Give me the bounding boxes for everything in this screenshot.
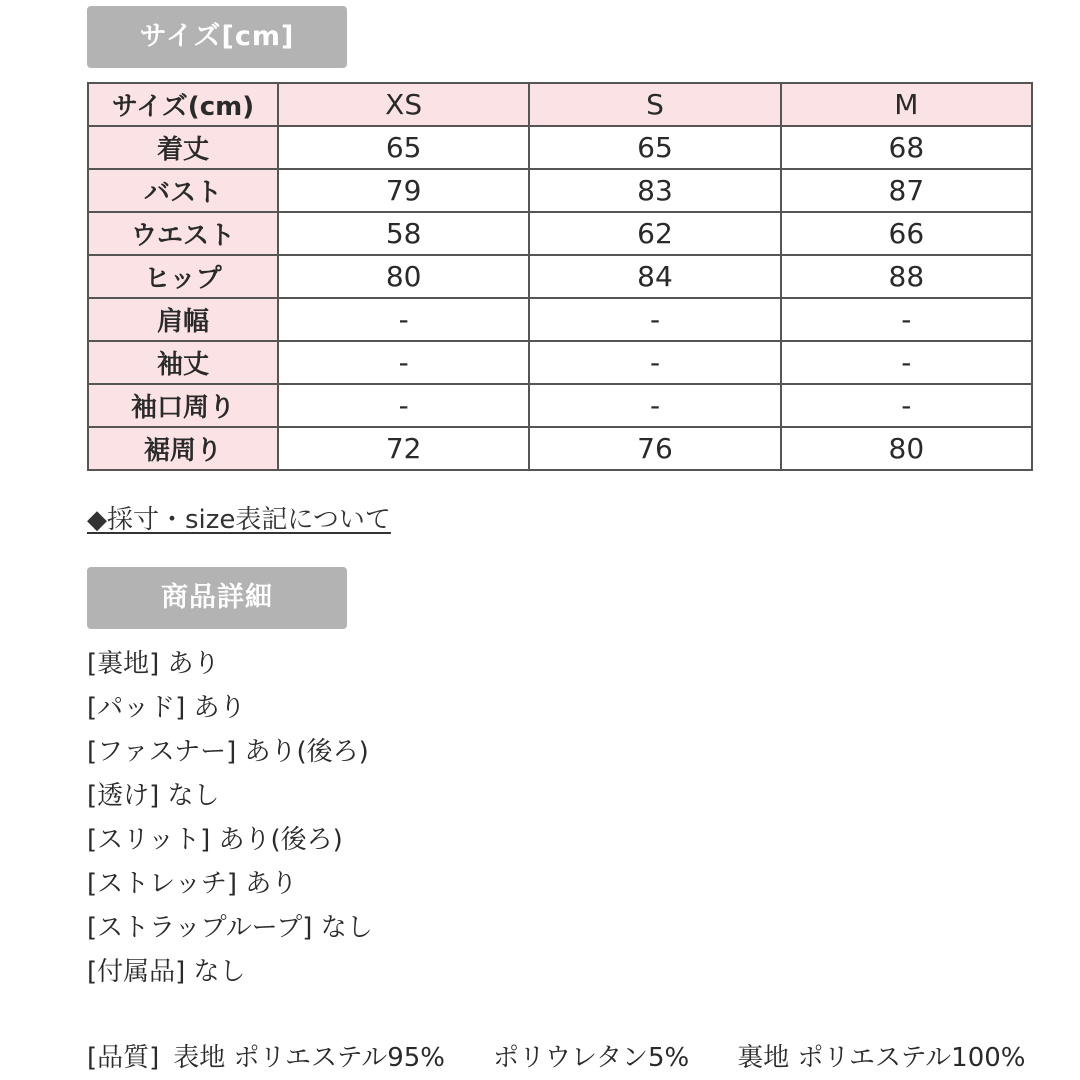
size-table-corner-label: サイズ(cm): [88, 83, 278, 126]
table-cell: 83: [529, 169, 780, 212]
size-column-header: S: [529, 83, 780, 126]
table-row: [88, 212, 1032, 255]
table-cell: 65: [278, 126, 529, 169]
material-quality-line: [87, 1036, 1040, 1080]
list-item: [付属品] なし: [87, 957, 246, 987]
row-label: ヒップ: [88, 255, 278, 298]
table-cell: -: [529, 341, 780, 384]
list-item: [透け] なし: [87, 781, 220, 811]
table-cell: -: [278, 341, 529, 384]
size-column-header: M: [781, 83, 1032, 126]
list-item: [パッド] あり: [87, 693, 246, 723]
table-cell: -: [529, 298, 780, 341]
table-row: [88, 427, 1032, 470]
row-label: 袖丈: [88, 341, 278, 384]
table-cell: -: [781, 298, 1032, 341]
quality-second-material: ポリウレタン5%: [493, 1043, 690, 1073]
table-cell: -: [781, 341, 1032, 384]
row-label: 肩幅: [88, 298, 278, 341]
table-row: [88, 169, 1032, 212]
table-cell: 68: [781, 126, 1032, 169]
table-cell: 65: [529, 126, 780, 169]
table-cell: 76: [529, 427, 780, 470]
table-row: [88, 298, 1032, 341]
product-details-list: [87, 642, 373, 994]
table-cell: 58: [278, 212, 529, 255]
row-label: 裾周り: [88, 427, 278, 470]
table-cell: 80: [278, 255, 529, 298]
row-label: 袖口周り: [88, 384, 278, 427]
table-cell: 72: [278, 427, 529, 470]
table-cell: 62: [529, 212, 780, 255]
list-item: [スリット] あり(後ろ): [87, 825, 343, 855]
list-item: [ファスナー] あり(後ろ): [87, 737, 369, 767]
size-section-header: サイズ[cm]: [87, 6, 347, 68]
row-label: ウエスト: [88, 212, 278, 255]
table-cell: 80: [781, 427, 1032, 470]
size-table-header-row: [88, 83, 1032, 126]
table-cell: 79: [278, 169, 529, 212]
size-table: [87, 82, 1033, 471]
quality-label: [品質]: [87, 1043, 160, 1073]
list-item: [ストレッチ] あり: [87, 869, 298, 899]
table-cell: -: [781, 384, 1032, 427]
table-row: [88, 341, 1032, 384]
table-cell: 88: [781, 255, 1032, 298]
table-cell: -: [278, 384, 529, 427]
table-cell: -: [278, 298, 529, 341]
quality-lining-material: 裏地 ポリエステル100%: [737, 1043, 1026, 1073]
table-cell: -: [529, 384, 780, 427]
list-item: [裏地] あり: [87, 649, 220, 679]
table-row: [88, 255, 1032, 298]
table-cell: 84: [529, 255, 780, 298]
product-details-header: 商品詳細: [87, 567, 347, 629]
table-row: [88, 384, 1032, 427]
quality-outer-material: 表地 ポリエステル95%: [173, 1043, 446, 1073]
table-cell: 66: [781, 212, 1032, 255]
table-cell: 87: [781, 169, 1032, 212]
table-row: [88, 126, 1032, 169]
row-label: バスト: [88, 169, 278, 212]
list-item: [ストラップループ] なし: [87, 913, 373, 943]
size-notation-link[interactable]: ◆採寸・size表記について: [87, 505, 391, 535]
row-label: 着丈: [88, 126, 278, 169]
size-column-header: XS: [278, 83, 529, 126]
